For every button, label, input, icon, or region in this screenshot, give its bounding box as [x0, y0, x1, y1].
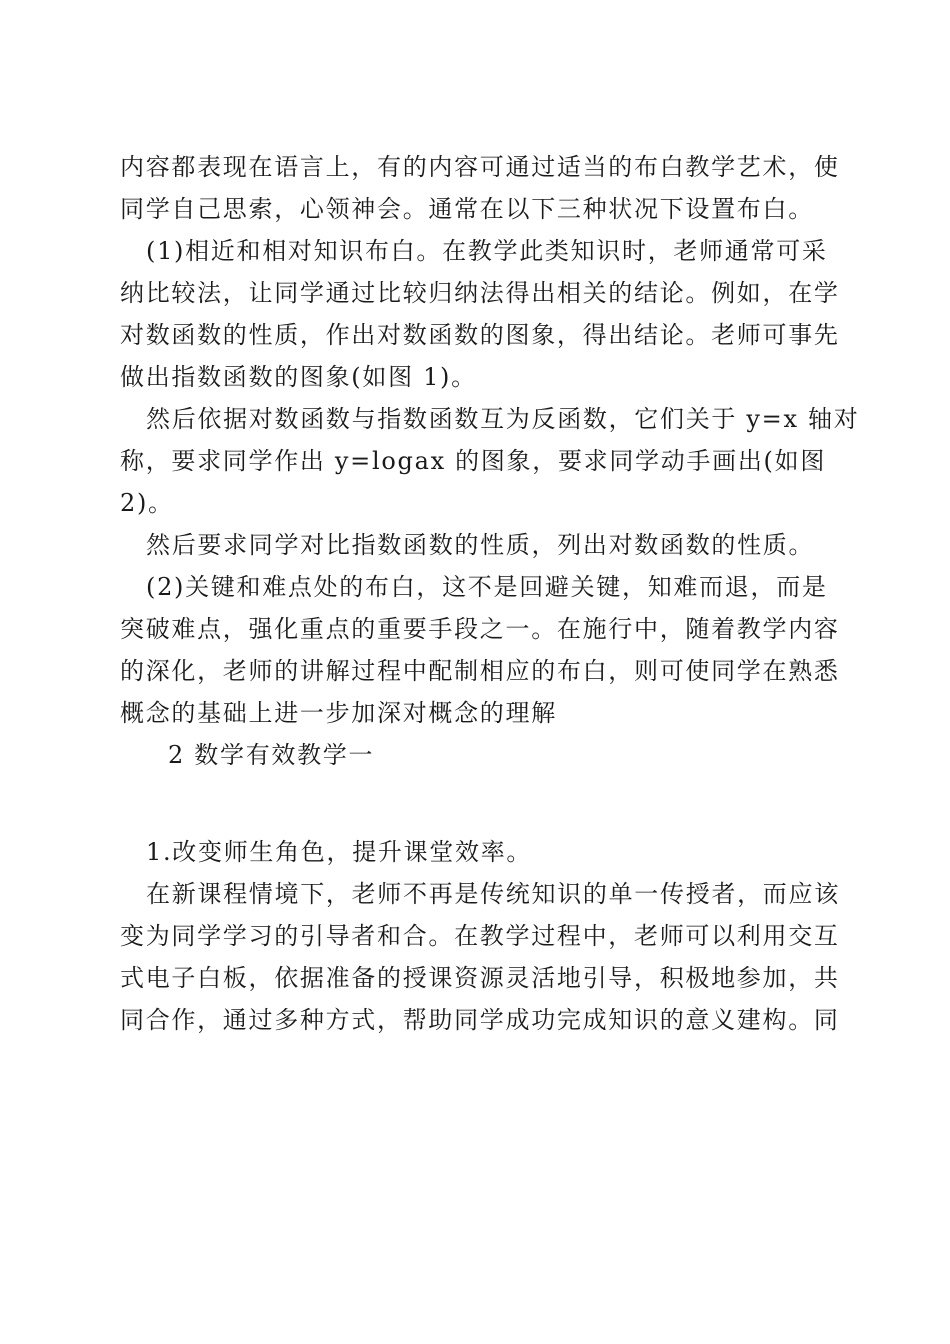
text-line: 内容都表现在语言上，有的内容可通过适当的布白教学艺术，使 — [120, 153, 840, 181]
text-line: 然后依据对数函数与指数函数互为反函数，它们关于 y=x 轴对 — [146, 405, 860, 433]
text-line: 同合作，通过多种方式，帮助同学成功完成知识的意义建构。同 — [120, 1006, 840, 1034]
text-line: 同学自己思索，心领神会。通常在以下三种状况下设置布白。 — [120, 195, 814, 223]
section-heading: 2 数学有效教学一 — [168, 741, 375, 769]
text-line: 的深化，老师的讲解过程中配制相应的布白，则可使同学在熟悉 — [120, 657, 840, 685]
text-line: 在新课程情境下，老师不再是传统知识的单一传授者，而应该 — [146, 880, 840, 908]
text-line: 2)。 — [120, 489, 174, 517]
subsection-heading: 1.改变师生角色，提升课堂效率。 — [146, 838, 533, 866]
text-line: 然后要求同学对比指数函数的性质，列出对数函数的性质。 — [146, 531, 815, 559]
text-line: 突破难点，强化重点的重要手段之一。在施行中，随着教学内容 — [120, 615, 840, 643]
text-line: 做出指数函数的图象(如图 1)。 — [120, 363, 477, 391]
text-line: (2)关键和难点处的布白，这不是回避关键，知难而退，而是 — [146, 573, 828, 601]
text-line: 概念的基础上进一步加深对概念的理解 — [120, 699, 557, 727]
text-line: 式电子白板，依据准备的授课资源灵活地引导，积极地参加，共 — [120, 964, 840, 992]
text-line: 对数函数的性质，作出对数函数的图象，得出结论。老师可事先 — [120, 321, 840, 349]
text-line: 称，要求同学作出 y=logax 的图象，要求同学动手画出(如图 — [120, 447, 827, 475]
text-line: (1)相近和相对知识布白。在教学此类知识时，老师通常可采 — [146, 237, 828, 265]
text-line: 变为同学学习的引导者和合。在教学过程中，老师可以利用交互 — [120, 922, 840, 950]
document-body — [120, 146, 860, 1041]
text-line: 纳比较法，让同学通过比较归纳法得出相关的结论。例如，在学 — [120, 279, 840, 307]
